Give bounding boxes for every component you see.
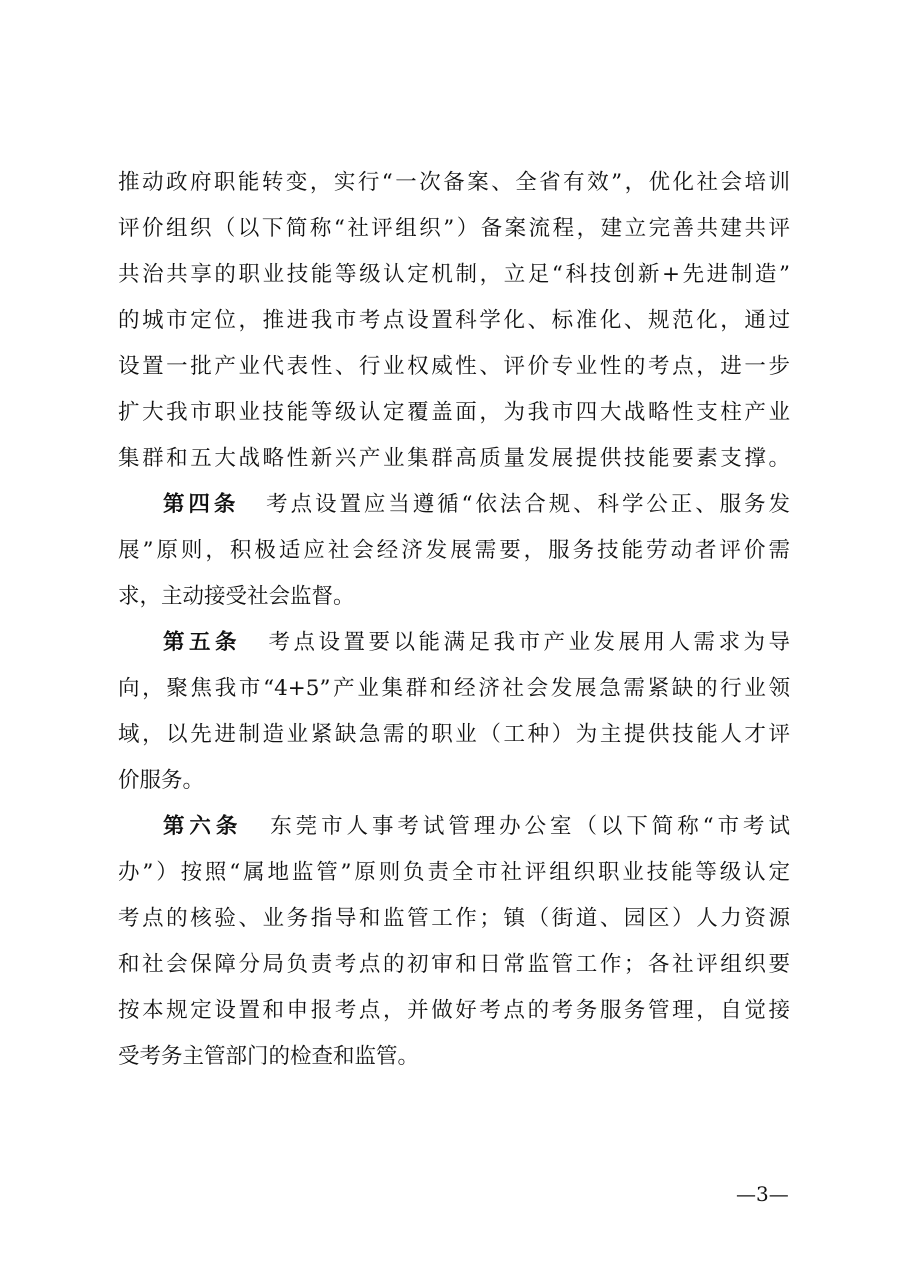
article-heading: 第五条 <box>163 630 241 655</box>
text-line: 办”）按照“属地监管”原则负责全市社评组织职业技能等级认定 <box>118 860 790 885</box>
text-line: 共治共享的职业技能等级认定机制，立足“科技创新+先进制造” <box>118 262 790 287</box>
text-line: 东莞市人事考试管理办公室（以下简称“市考试 <box>266 814 790 839</box>
article-4 <box>118 482 790 620</box>
text-line: 求，主动接受社会监督。 <box>118 584 355 609</box>
text-line: 设置一批产业代表性、行业权威性、评价专业性的考点，进一步 <box>118 354 790 379</box>
text-line: 的城市定位，推进我市考点设置科学化、标准化、规范化，通过 <box>118 308 790 333</box>
text-line: 扩大我市职业技能等级认定覆盖面，为我市四大战略性支柱产业 <box>118 400 790 425</box>
text-line: 向，聚焦我市“4+5”产业集群和经济社会发展急需紧缺的行业领 <box>118 676 790 701</box>
article-heading: 第六条 <box>163 814 243 839</box>
text-line: 域，以先进制造业紧缺急需的职业（工种）为主提供技能人才评 <box>118 722 790 747</box>
text-line: 和社会保障分局负责考点的初审和日常监管工作；各社评组织要 <box>118 952 790 977</box>
text-line: 受考务主管部门的检查和监管。 <box>118 1044 420 1069</box>
article-heading: 第四条 <box>163 492 240 517</box>
text-line: 集群和五大战略性新兴产业集群高质量发展提供技能要素支撑。 <box>118 446 790 471</box>
article-first-line <box>118 804 790 850</box>
text-line: 考点设置要以能满足我市产业发展用人需求为导 <box>265 630 790 655</box>
paragraph-intro <box>118 160 790 482</box>
text-line: 价服务。 <box>118 768 205 793</box>
page-number: —3— <box>736 1182 789 1206</box>
text-line: 评价组织（以下简称“社评组织”）备案流程，建立完善共建共评 <box>118 216 790 241</box>
text-line: 考点的核验、业务指导和监管工作；镇（街道、园区）人力资源 <box>118 906 790 931</box>
text-line: 展”原则，积极适应社会经济发展需要，服务技能劳动者评价需 <box>118 538 790 563</box>
article-6 <box>118 804 790 1080</box>
article-first-line <box>118 482 790 528</box>
text-line: 按本规定设置和申报考点，并做好考点的考务服务管理，自觉接 <box>118 998 790 1023</box>
text-line: 考点设置应当遵循“依法合规、科学公正、服务发 <box>263 492 790 517</box>
article-5 <box>118 620 790 804</box>
text-line: 推动政府职能转变，实行“一次备案、全省有效”，优化社会培训 <box>118 170 790 195</box>
article-first-line <box>118 620 790 666</box>
